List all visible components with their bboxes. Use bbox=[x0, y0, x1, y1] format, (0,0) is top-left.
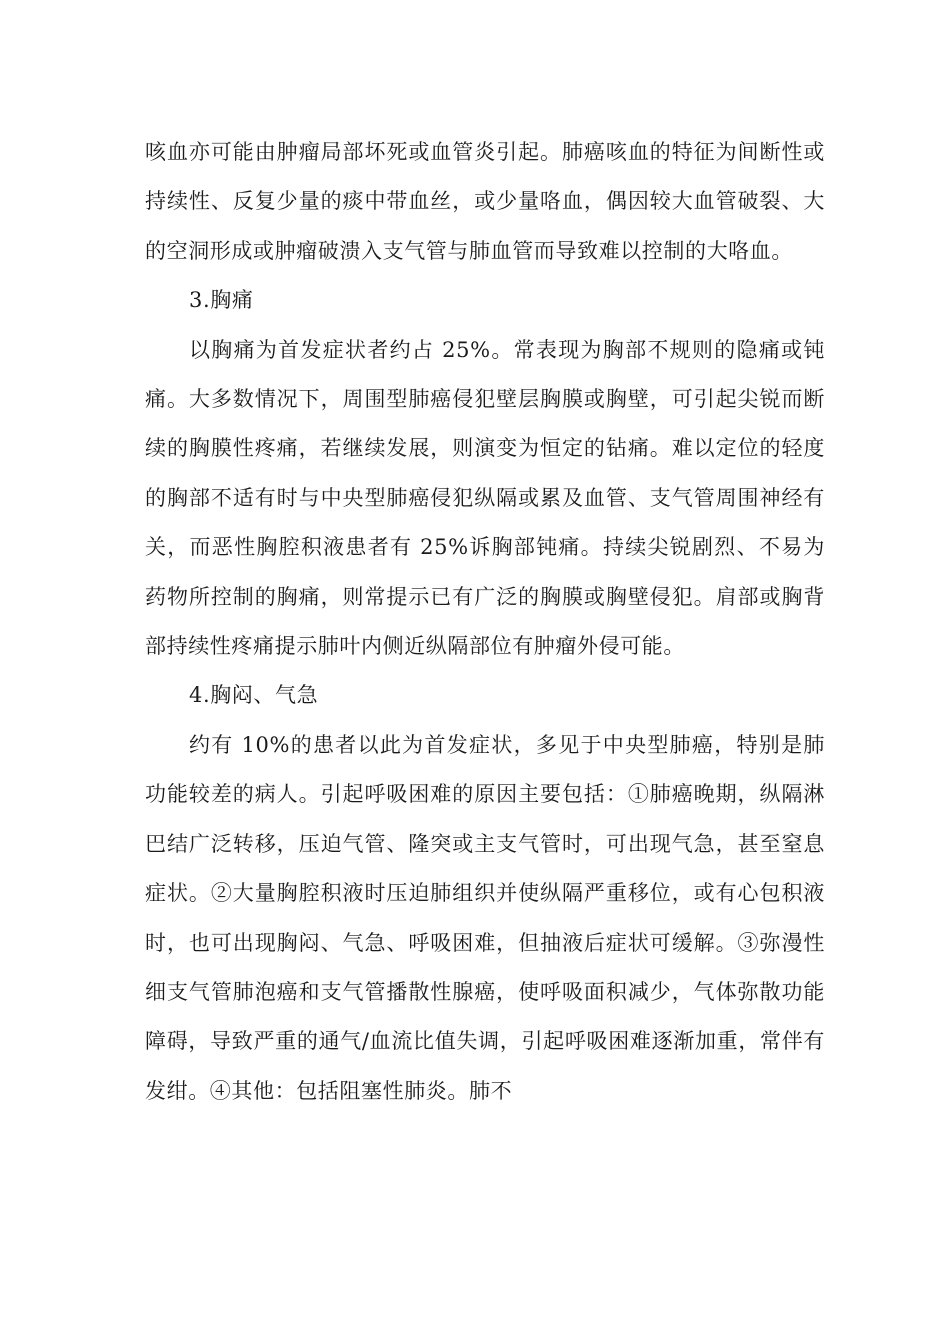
document-body bbox=[145, 128, 825, 1116]
section-heading-chest-tightness: 4.胸闷、气急 bbox=[189, 683, 319, 708]
paragraph-chest-tightness: 约有 10%的患者以此为首发症状，多见于中央型肺癌，特别是肺功能较差的病人。引起呼吸困难的原因主要包括：①肺癌晚期，纵隔淋巴结广泛转移，压迫气管、隆突或主支气管时，可出现气急，甚至窒息症状。②大量胸腔积液时压迫肺组织并使纵隔严重移位，或有心包积液时，也可出现胸闷、气急、呼吸困难，但抽液后症状可缓解。③弥漫性细支气管肺泡癌和支气管播散性腺癌，使呼吸面积减少，气体弥散功能障碍，导致严重的通气/血流比值失调，引起呼吸困难逐渐加重，常伴有发绀。④其他：包括阻塞性肺炎。肺不 bbox=[145, 732, 825, 1103]
section-heading-chest-pain: 3.胸痛 bbox=[189, 288, 254, 313]
paragraph-hemoptysis-continued: 咳血亦可能由肿瘤局部坏死或血管炎引起。肺癌咳血的特征为间断性或持续性、反复少量的痰中带血丝，或少量咯血，偶因较大血管破裂、大的空洞形成或肿瘤破溃入支气管与肺血管而导致难以控制的大咯血。 bbox=[145, 140, 825, 263]
paragraph-chest-pain: 以胸痛为首发症状者约占 25%。常表现为胸部不规则的隐痛或钝痛。大多数情况下，周围型肺癌侵犯壁层胸膜或胸壁，可引起尖锐而断续的胸膜性疼痛，若继续发展，则演变为恒定的钻痛。难以定位的轻度的胸部不适有时与中央型肺癌侵犯纵隔或累及血管、支气管周围神经有关，而恶性胸腔积液患者有 25%诉胸部钝痛。持续尖锐剧烈、不易为药物所控制的胸痛，则常提示已有广泛的胸膜或胸壁侵犯。肩部或胸背部持续性疼痛提示肺叶内侧近纵隔部位有肿瘤外侵可能。 bbox=[145, 337, 825, 659]
